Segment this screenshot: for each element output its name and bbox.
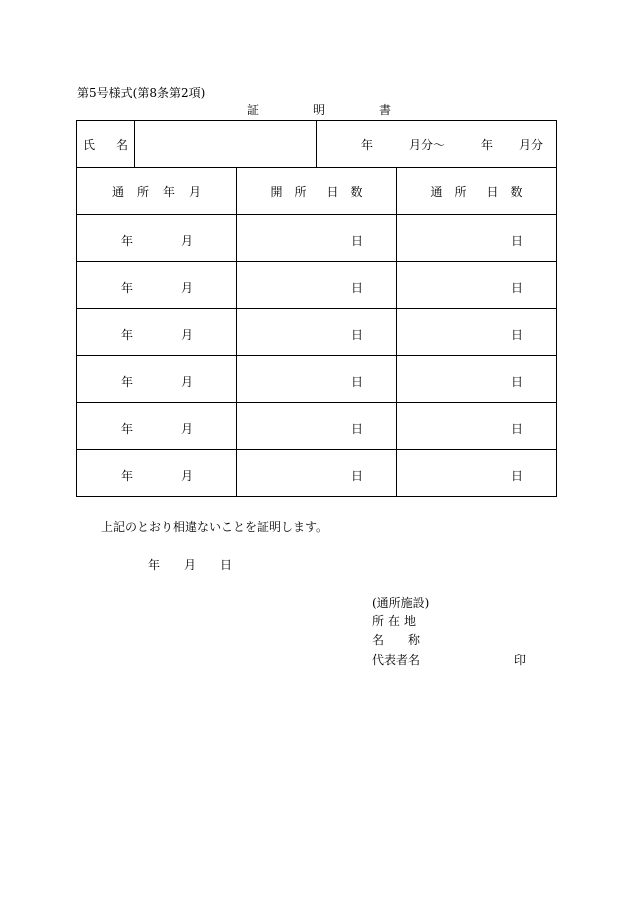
header-attend-month: 通 所 年 月 bbox=[77, 168, 237, 215]
name-input-cell[interactable] bbox=[135, 121, 317, 168]
open-days-cell[interactable]: 日 bbox=[237, 403, 397, 450]
table-row bbox=[77, 450, 557, 497]
year-month-cell[interactable]: 年 月 bbox=[77, 309, 237, 356]
year-month-cell[interactable]: 年 月 bbox=[77, 262, 237, 309]
year-month-cell[interactable]: 年 月 bbox=[77, 215, 237, 262]
table-row bbox=[77, 403, 557, 450]
attend-days-cell[interactable]: 日 bbox=[397, 403, 557, 450]
period-cell[interactable] bbox=[317, 121, 557, 168]
year-month-cell[interactable]: 年 月 bbox=[77, 450, 237, 497]
attend-days-cell[interactable]: 日 bbox=[397, 309, 557, 356]
open-days-cell[interactable]: 日 bbox=[237, 262, 397, 309]
table-row bbox=[77, 356, 557, 403]
table-row bbox=[77, 309, 557, 356]
certification-date bbox=[148, 559, 232, 571]
form-number: 第5号様式(第8条第2項) bbox=[77, 86, 206, 100]
certification-statement: 上記のとおり相違ないことを証明します。 bbox=[101, 520, 329, 534]
attend-days-cell[interactable]: 日 bbox=[397, 356, 557, 403]
name-label-cell: 氏 名 bbox=[77, 121, 135, 168]
attend-days-cell[interactable]: 日 bbox=[397, 262, 557, 309]
open-days-cell[interactable]: 日 bbox=[237, 309, 397, 356]
header-attend-days: 通 所 日 数 bbox=[397, 168, 557, 215]
period-month-to: 月分 bbox=[519, 137, 544, 152]
header-open-days: 開 所 日 数 bbox=[237, 168, 397, 215]
facility-address-label: 所 在 地 bbox=[372, 614, 417, 628]
date-month: 月 bbox=[184, 558, 197, 572]
title-char: 証 bbox=[247, 103, 260, 117]
open-days-cell[interactable]: 日 bbox=[237, 215, 397, 262]
date-year: 年 bbox=[148, 558, 161, 572]
period-year-2: 年 bbox=[481, 137, 494, 152]
facility-name-label: 名 称 bbox=[372, 633, 421, 647]
open-days-cell[interactable]: 日 bbox=[237, 450, 397, 497]
year-month-cell[interactable]: 年 月 bbox=[77, 356, 237, 403]
table-row bbox=[77, 262, 557, 309]
date-day: 日 bbox=[220, 558, 233, 572]
period-month-from: 月分～ bbox=[409, 137, 446, 152]
representative-label: 代表者名 bbox=[372, 653, 421, 667]
period-year-1: 年 bbox=[361, 137, 374, 152]
document-title bbox=[247, 104, 391, 116]
title-char: 書 bbox=[379, 103, 392, 117]
name-row bbox=[77, 121, 557, 168]
title-char: 明 bbox=[313, 103, 326, 117]
table-row bbox=[77, 215, 557, 262]
seal-mark: 印 bbox=[514, 653, 527, 667]
facility-heading: (通所施設) bbox=[372, 596, 430, 610]
header-row bbox=[77, 168, 557, 215]
attend-days-cell[interactable]: 日 bbox=[397, 215, 557, 262]
year-month-cell[interactable]: 年 月 bbox=[77, 403, 237, 450]
certificate-table bbox=[76, 120, 557, 497]
attend-days-cell[interactable]: 日 bbox=[397, 450, 557, 497]
open-days-cell[interactable]: 日 bbox=[237, 356, 397, 403]
